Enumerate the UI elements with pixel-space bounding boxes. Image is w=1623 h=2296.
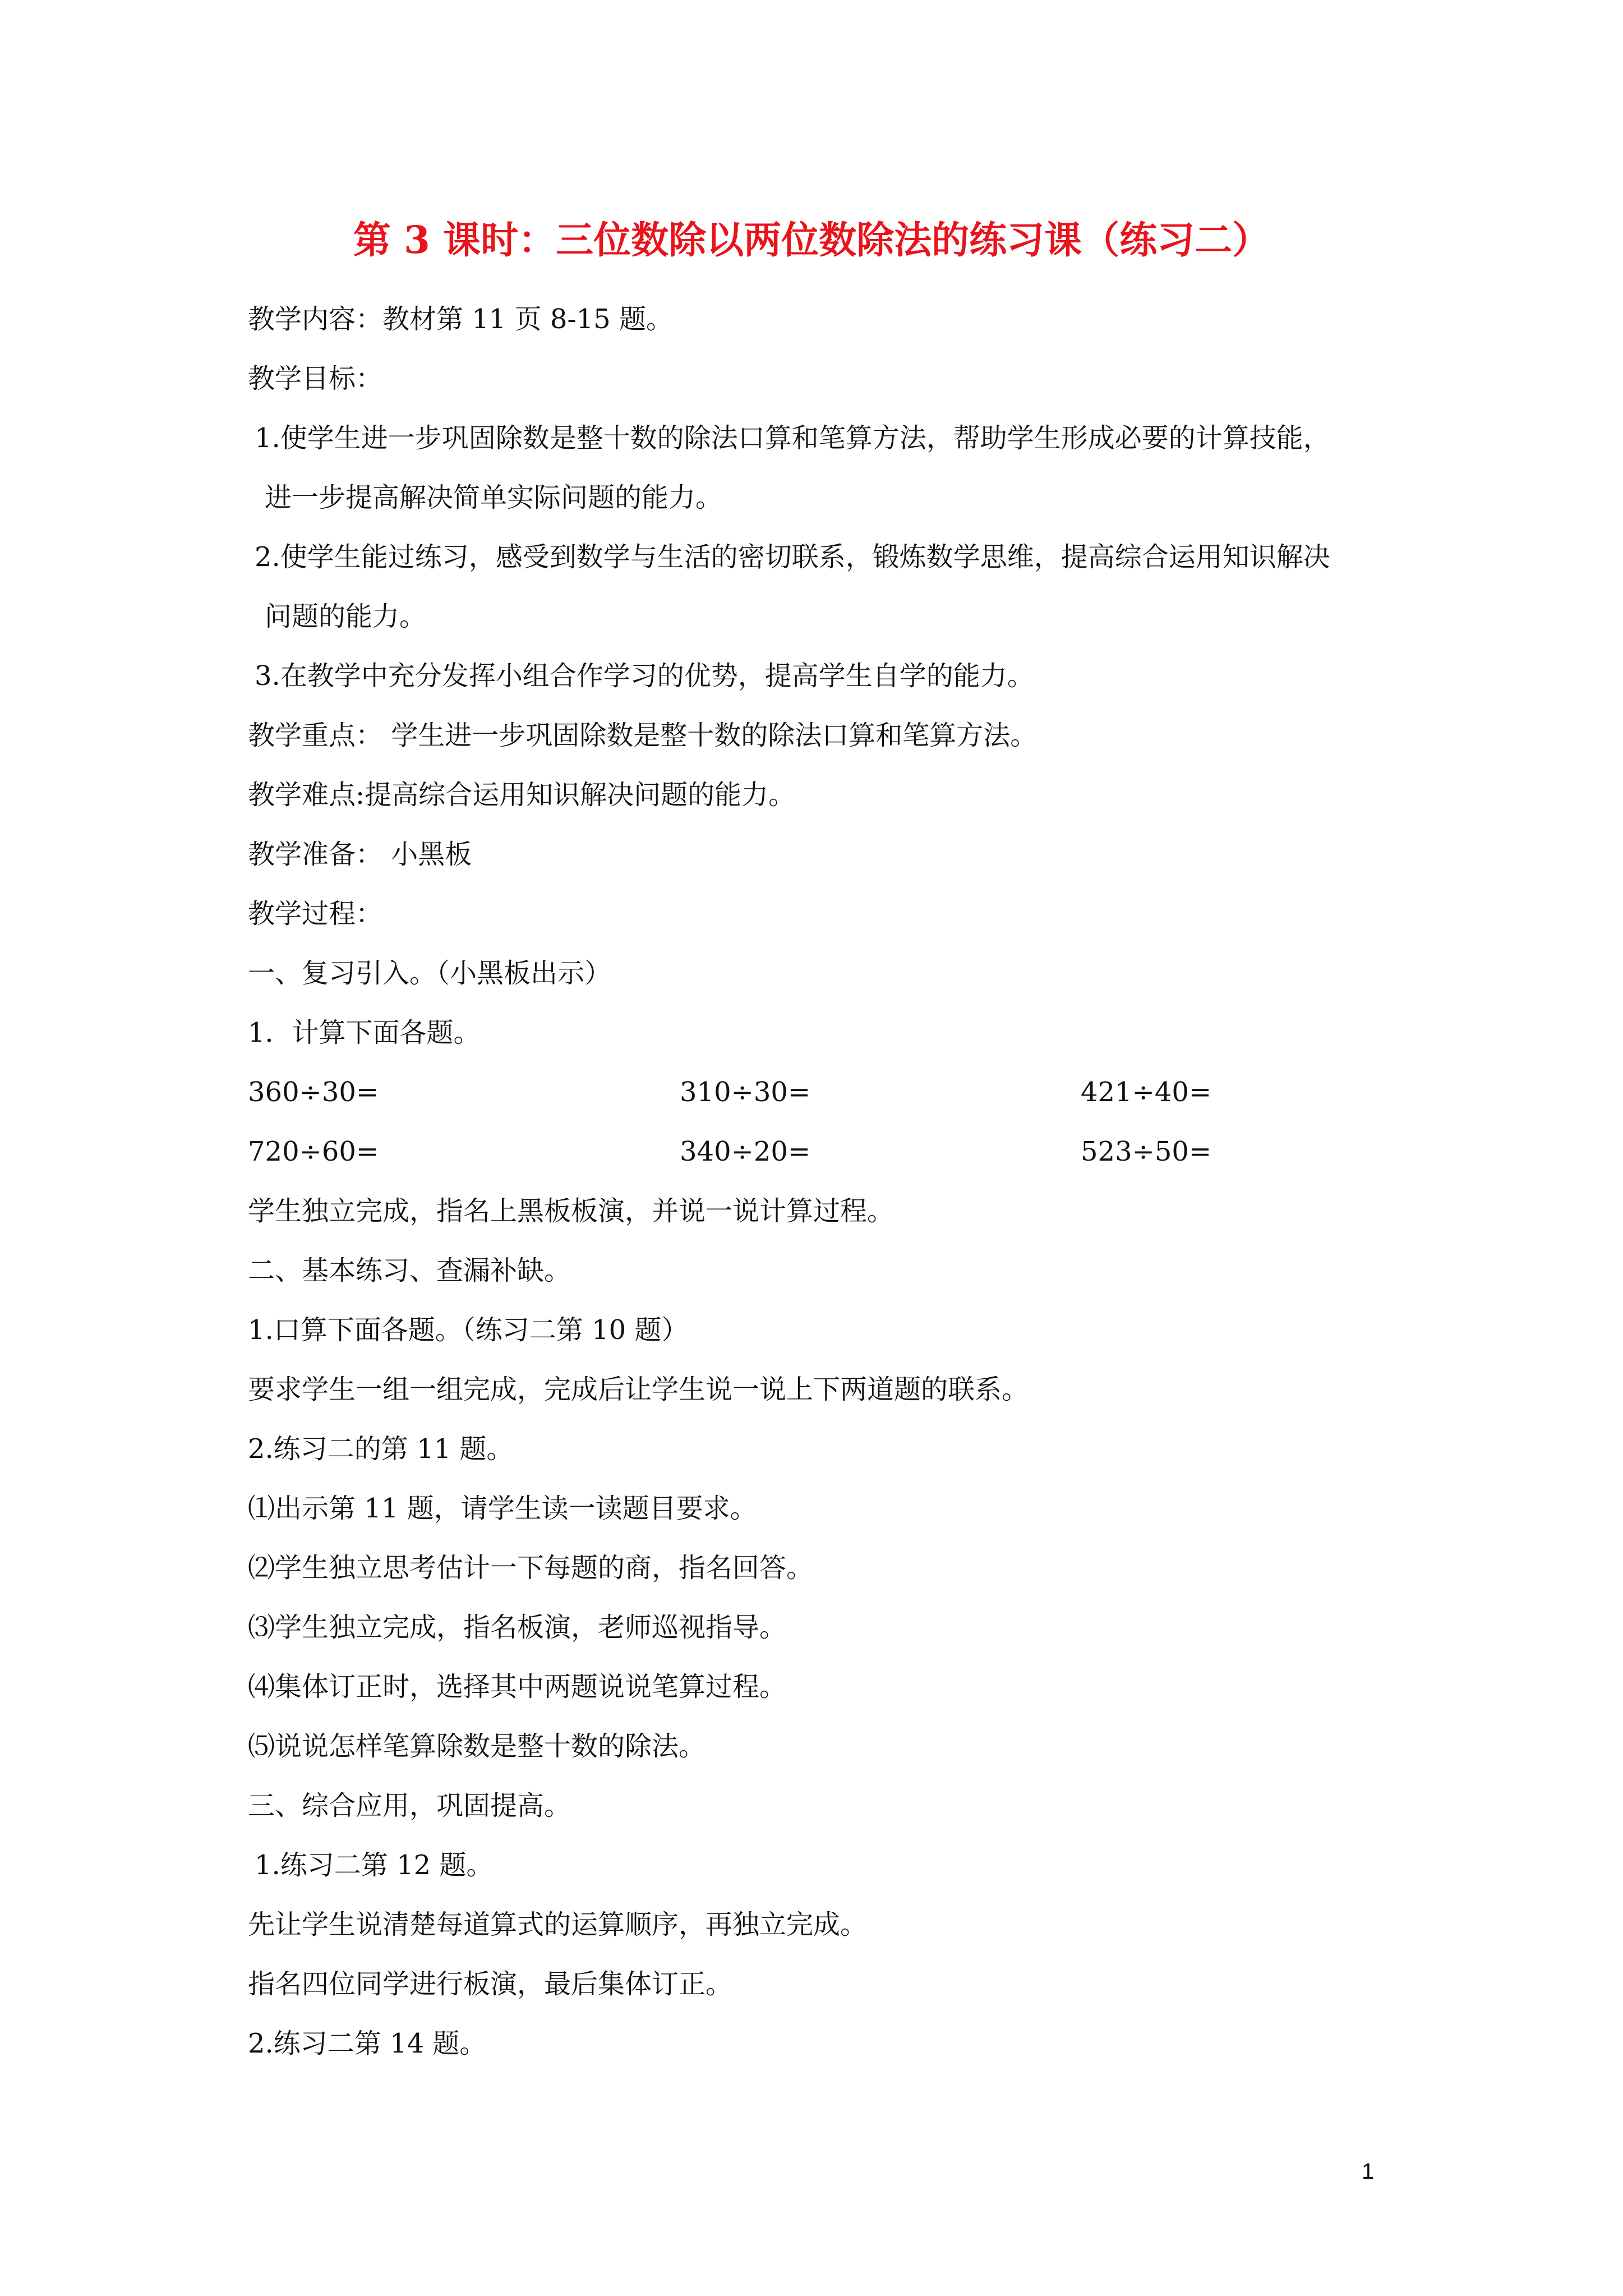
section-3-heading: 三、综合应用，巩固提高。	[248, 1790, 571, 1821]
section-2-sub-3: ⑶学生独立完成，指名板演，老师巡视指导。	[248, 1612, 787, 1643]
goal-1-line-2: 进一步提高解决简单实际问题的能力。	[265, 482, 723, 513]
calc-item: 310÷30=	[680, 1076, 811, 1108]
preparation: 教学准备： 小黑板	[248, 839, 472, 870]
section-1-item-1: 1．计算下面各题。	[248, 1017, 481, 1048]
section-2-sub-5: ⑸说说怎样笔算除数是整十数的除法。	[248, 1731, 706, 1762]
section-3-item-1-note-2: 指名四位同学进行板演，最后集体订正。	[248, 1968, 733, 2000]
key-point: 教学重点： 学生进一步巩固除数是整十数的除法口算和笔算方法。	[248, 720, 1038, 751]
section-2-sub-1: ⑴出示第 11 题，请学生读一读题目要求。	[248, 1493, 757, 1524]
section-2-sub-2: ⑵学生独立思考估计一下每题的商，指名回答。	[248, 1552, 814, 1584]
teaching-content: 教学内容：教材第 11 页 8-15 题。	[248, 303, 673, 335]
calc-item: 421÷40=	[1081, 1076, 1212, 1108]
section-1-note: 学生独立完成，指名上黑板板演，并说一说计算过程。	[248, 1195, 895, 1227]
section-3-item-2: 2.练习二第 14 题。	[248, 2028, 487, 2059]
difficulty: 教学难点:提高综合运用知识解决问题的能力。	[248, 779, 796, 811]
goal-2-line-2: 问题的能力。	[265, 601, 427, 632]
section-1-heading: 一、复习引入。（小黑板出示）	[248, 958, 612, 989]
section-2-sub-4: ⑷集体订正时，选择其中两题说说笔算过程。	[248, 1671, 787, 1703]
calc-item: 360÷30=	[248, 1076, 379, 1108]
goals-heading: 教学目标：	[248, 363, 383, 394]
section-2-item-1-note: 要求学生一组一组完成，完成后让学生说一说上下两道题的联系。	[248, 1374, 1029, 1405]
goal-3: 3.在教学中充分发挥小组合作学习的优势，提高学生自学的能力。	[255, 660, 1034, 692]
calc-row	[248, 1135, 1414, 1168]
lesson-body	[248, 303, 1414, 2087]
calc-item: 340÷20=	[680, 1136, 811, 1167]
page-number: 1	[1362, 2159, 1375, 2184]
goal-1-line-1: 1.使学生进一步巩固除数是整十数的除法口算和笔算方法，帮助学生形成必要的计算技能，	[255, 422, 1330, 454]
section-3-item-1: 1.练习二第 12 题。	[255, 1849, 494, 1881]
process-heading: 教学过程：	[248, 898, 383, 930]
lesson-title: 第 3 课时：三位数除以两位数除法的练习课（练习二）	[353, 218, 1270, 262]
goal-2-line-1: 2.使学生能过练习，感受到数学与生活的密切联系，锻炼数学思维，提高综合运用知识解决	[255, 541, 1330, 573]
section-3-item-1-note-1: 先让学生说清楚每道算式的运算顺序，再独立完成。	[248, 1909, 868, 1940]
section-2-item-1: 1.口算下面各题。（练习二第 10 题）	[248, 1314, 689, 1346]
calc-item: 523÷50=	[1081, 1136, 1212, 1167]
calc-row	[248, 1076, 1414, 1108]
section-2-item-2: 2.练习二的第 11 题。	[248, 1433, 514, 1465]
calc-item: 720÷60=	[248, 1136, 379, 1167]
section-2-heading: 二、基本练习、查漏补缺。	[248, 1255, 571, 1286]
